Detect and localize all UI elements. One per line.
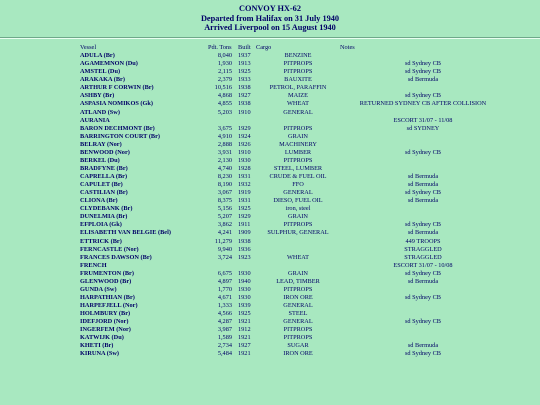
cell-cargo: STEEL bbox=[288, 310, 308, 318]
cell-vessel: ASPASIA NOMIKOS (Gk) bbox=[80, 100, 154, 108]
cell-built: 1910 bbox=[238, 148, 251, 156]
table-row bbox=[80, 84, 506, 92]
cell-vessel: IDEFJORD (Nor) bbox=[80, 318, 129, 326]
cell-flag bbox=[180, 109, 208, 117]
cell-cargo: GRAIN bbox=[288, 269, 308, 277]
cell-cargo: SULPHUR, GENERAL bbox=[267, 229, 329, 237]
cell-tons: 6,675 bbox=[217, 269, 232, 277]
cell-tons: 3,675 bbox=[217, 124, 232, 132]
cell-built: 1931 bbox=[238, 173, 251, 180]
cell-tons: 8,230 bbox=[217, 173, 232, 180]
cell-vessel: ETTRICK (Br) bbox=[80, 237, 122, 245]
cell-tons: 8,375 bbox=[217, 197, 232, 205]
cell-built: 1913 bbox=[238, 60, 251, 68]
cell-built: 1925 bbox=[238, 68, 251, 76]
cell-cargo: PITPROPS bbox=[283, 60, 313, 68]
cell-built: 1938 bbox=[238, 100, 251, 108]
cell-tons: 5,156 bbox=[217, 205, 232, 213]
table-row bbox=[80, 60, 506, 68]
cell-flag bbox=[180, 254, 208, 262]
cell-notes: sd Bermuda bbox=[407, 76, 439, 84]
cell-cargo: GRAIN bbox=[288, 132, 308, 140]
cell-built: 1927 bbox=[238, 92, 251, 100]
table-row bbox=[80, 294, 506, 302]
cell-vessel: BERKEL (Du) bbox=[80, 156, 120, 164]
cell-cargo: BAUXITE bbox=[284, 76, 312, 84]
cell-vessel: FERNCASTLE (Nor) bbox=[80, 245, 139, 253]
cell-vessel: FRANCES DAWSON (Br) bbox=[80, 253, 152, 261]
cell-built: 1925 bbox=[238, 310, 251, 318]
cell-tons: 4,868 bbox=[217, 92, 232, 100]
cell-notes bbox=[340, 326, 506, 334]
cell-built: 1927 bbox=[238, 342, 251, 350]
cell-notes bbox=[340, 52, 506, 60]
cell-flag bbox=[180, 92, 208, 100]
cell-tons: 4,910 bbox=[217, 132, 232, 140]
cell-tons: 2,115 bbox=[218, 68, 232, 76]
table-row bbox=[80, 117, 506, 125]
cell-vessel: GLENWOOD (Br) bbox=[80, 277, 132, 285]
cell-vessel: HARPATHIAN (Br) bbox=[80, 293, 135, 301]
cell-notes: ESCORT 31/07 - 10/08 bbox=[393, 261, 453, 269]
departed-line: Departed from Halifax on 31 July 1940 bbox=[200, 13, 340, 23]
table-header-row bbox=[80, 44, 506, 52]
cell-flag bbox=[180, 294, 208, 302]
table-row bbox=[80, 165, 506, 173]
cell-tons bbox=[208, 117, 238, 125]
cell-built: 1925 bbox=[238, 205, 251, 213]
cell-vessel: BARON DECHMONT (Br) bbox=[80, 124, 155, 132]
table-row bbox=[80, 342, 506, 350]
cell-notes: sd Sydney CB bbox=[404, 92, 442, 100]
cell-notes: sd Bermuda bbox=[407, 342, 439, 350]
cell-built: 1932 bbox=[238, 181, 251, 189]
cell-cargo: PITPROPS bbox=[283, 326, 313, 334]
cell-notes: sd Bermuda bbox=[407, 229, 439, 237]
cell-tons: 3,931 bbox=[217, 148, 232, 156]
cell-tons: 1,333 bbox=[217, 302, 232, 309]
cell-vessel: ADULA (Br) bbox=[80, 52, 115, 60]
cell-vessel: AGAMEMNON (Du) bbox=[80, 60, 138, 68]
cell-cargo: FFO bbox=[292, 181, 304, 189]
cell-cargo: WHEAT bbox=[286, 100, 310, 108]
cell-flag bbox=[180, 318, 208, 326]
table-row bbox=[80, 270, 506, 278]
cell-notes: sd Bermuda bbox=[407, 277, 439, 285]
cell-notes: sd Sydney CB bbox=[404, 221, 442, 229]
cell-notes: sd Bermuda bbox=[407, 197, 439, 205]
table-row bbox=[80, 246, 506, 254]
cell-tons bbox=[208, 262, 238, 270]
table-row bbox=[80, 125, 506, 133]
cell-flag bbox=[180, 141, 208, 149]
cell-notes: sd Sydney CB bbox=[404, 293, 442, 301]
cell-flag bbox=[180, 326, 208, 334]
cell-tons: 4,671 bbox=[217, 293, 232, 301]
cell-tons: 10,516 bbox=[214, 84, 232, 92]
table-row bbox=[80, 197, 506, 205]
cell-notes: sd Sydney CB bbox=[404, 68, 442, 76]
cell-vessel: KATWIJK (Du) bbox=[80, 334, 124, 342]
header-notes: Notes bbox=[340, 44, 355, 51]
cell-vessel: KHETI (Br) bbox=[80, 342, 114, 350]
cell-vessel: GUNDA (Sw) bbox=[80, 285, 117, 293]
cell-built: 1929 bbox=[238, 213, 251, 221]
cell-notes: STRAGGLED bbox=[404, 253, 442, 261]
table-row bbox=[80, 238, 506, 246]
cell-vessel: HOLMBURY (Br) bbox=[80, 310, 131, 318]
cell-tons: 3,724 bbox=[217, 253, 232, 261]
cell-flag bbox=[180, 205, 208, 213]
table-row bbox=[80, 76, 506, 84]
table-row bbox=[80, 229, 506, 237]
cell-flag bbox=[180, 350, 208, 358]
cell-cargo: PITPROPS bbox=[283, 156, 313, 164]
table-row bbox=[80, 205, 506, 213]
cell-flag bbox=[180, 157, 208, 165]
cell-flag bbox=[180, 173, 208, 181]
cell-notes bbox=[340, 310, 506, 318]
cell-cargo: SUGAR bbox=[287, 342, 309, 350]
cell-built: 1930 bbox=[238, 285, 251, 293]
cell-built: 1911 bbox=[238, 221, 251, 229]
table-row bbox=[80, 286, 506, 294]
table-row bbox=[80, 262, 506, 270]
cell-notes bbox=[340, 133, 506, 141]
header-divider bbox=[0, 37, 540, 39]
cell-tons: 1,589 bbox=[217, 334, 232, 342]
cell-built: 1936 bbox=[238, 245, 251, 253]
cell-tons: 3,987 bbox=[217, 326, 232, 334]
cell-built: 1924 bbox=[238, 132, 251, 140]
cell-notes: sd Bermuda bbox=[407, 173, 439, 180]
cell-tons: 4,566 bbox=[217, 310, 232, 318]
cell-cargo: PETROL, PARAFFIN bbox=[269, 84, 327, 92]
table-row bbox=[80, 254, 506, 262]
cell-notes: RETURNED SYDNEY CB AFTER COLLISION bbox=[359, 100, 487, 108]
cell-flag bbox=[180, 302, 208, 310]
cell-flag bbox=[180, 197, 208, 205]
cell-notes: sd Sydney CB bbox=[404, 60, 442, 68]
header-tons: Pdt. Tons bbox=[208, 44, 232, 51]
table-row bbox=[80, 173, 506, 181]
cell-flag bbox=[180, 270, 208, 278]
cell-notes: sd Sydney CB bbox=[404, 318, 442, 326]
table-row bbox=[80, 92, 506, 100]
cell-built: 1940 bbox=[238, 277, 251, 285]
cell-tons: 2,734 bbox=[217, 342, 232, 350]
cell-cargo: STEEL, LUMBER bbox=[273, 164, 323, 172]
cell-flag bbox=[180, 165, 208, 173]
cell-cargo: LEAD, TIMBER bbox=[276, 277, 320, 285]
table-row bbox=[80, 189, 506, 197]
cell-vessel: ARAKAKA (Br) bbox=[80, 76, 125, 84]
cell-built: 1930 bbox=[238, 156, 251, 164]
cell-built: 1930 bbox=[238, 269, 251, 277]
cell-vessel: ELISABETH VAN BELGIE (Bel) bbox=[80, 229, 171, 237]
cell-cargo: GRAIN bbox=[288, 213, 308, 221]
cell-flag bbox=[180, 213, 208, 221]
cell-notes bbox=[340, 109, 506, 117]
table-row bbox=[80, 350, 506, 358]
cell-tons: 3,067 bbox=[217, 189, 232, 197]
cell-vessel: BENWOOD (Nor) bbox=[80, 148, 130, 156]
table-row bbox=[80, 133, 506, 141]
cell-vessel: CAPULET (Br) bbox=[80, 181, 123, 189]
cell-tons: 2,130 bbox=[217, 156, 232, 164]
cell-flag bbox=[180, 286, 208, 294]
cell-tons: 2,888 bbox=[217, 140, 232, 148]
cell-flag bbox=[180, 342, 208, 350]
arrived-line: Arrived Liverpool on 15 August 1940 bbox=[204, 23, 336, 33]
cell-built: 1921 bbox=[238, 334, 251, 342]
cell-built: 1921 bbox=[238, 350, 251, 358]
cell-flag bbox=[180, 149, 208, 157]
cell-built: 1910 bbox=[238, 108, 251, 116]
cell-cargo: IRON ORE bbox=[283, 293, 313, 301]
cell-vessel: EFPLOIA (Gk) bbox=[80, 221, 122, 229]
cell-notes bbox=[340, 165, 506, 173]
cell-built: 1909 bbox=[238, 229, 251, 237]
cell-cargo: MACHINERY bbox=[279, 140, 317, 148]
cell-flag bbox=[180, 238, 208, 246]
cell-vessel: BELRAY (Nor) bbox=[80, 140, 122, 148]
table-row bbox=[80, 213, 506, 221]
cell-vessel: HARPEFJELL (Nor) bbox=[80, 302, 138, 309]
cell-notes: sd Sydney CB bbox=[404, 148, 442, 156]
cell-vessel: ASHBY (Br) bbox=[80, 92, 115, 100]
cell-tons: 4,855 bbox=[217, 100, 232, 108]
cell-tons: 2,379 bbox=[217, 76, 232, 84]
cell-notes: 449 TROOPS bbox=[405, 237, 441, 245]
cell-flag bbox=[180, 262, 208, 270]
cell-built: 1933 bbox=[238, 76, 251, 84]
cell-cargo bbox=[256, 246, 340, 254]
cell-flag bbox=[180, 76, 208, 84]
cell-notes: sd Sydney CB bbox=[404, 269, 442, 277]
cell-cargo: iron, steel bbox=[285, 205, 311, 213]
cell-built bbox=[238, 117, 256, 125]
table-row bbox=[80, 52, 506, 60]
cell-cargo: GENERAL bbox=[283, 189, 313, 197]
header-cargo: Cargo bbox=[256, 44, 272, 51]
cell-flag bbox=[180, 133, 208, 141]
convoy-title: CONVOY HX-62 bbox=[239, 4, 301, 13]
table-row bbox=[80, 141, 506, 149]
cell-notes: sd Bermuda bbox=[407, 181, 439, 189]
cell-cargo: LUMBER bbox=[284, 148, 312, 156]
cell-tons: 8,040 bbox=[217, 52, 232, 60]
cell-notes: ESCORT 31/07 - 11/08 bbox=[393, 116, 453, 124]
cell-tons: 3,862 bbox=[217, 221, 232, 229]
cell-cargo bbox=[256, 117, 340, 125]
cell-vessel: INGERFEM (Nor) bbox=[80, 326, 131, 334]
cell-built: 1930 bbox=[238, 293, 251, 301]
cell-built: 1931 bbox=[238, 197, 251, 205]
cell-cargo: MAIZE bbox=[288, 92, 308, 100]
cell-built: 1938 bbox=[238, 84, 251, 92]
cell-vessel: FRUMENTON (Br) bbox=[80, 269, 134, 277]
cell-vessel: DUNELMIA (Br) bbox=[80, 213, 128, 221]
table-row bbox=[80, 68, 506, 76]
cell-tons: 4,287 bbox=[217, 318, 232, 326]
table-row bbox=[80, 302, 506, 310]
table-row bbox=[80, 109, 506, 117]
cell-cargo: PITPROPS bbox=[283, 68, 313, 76]
cell-flag bbox=[180, 125, 208, 133]
table-row bbox=[80, 149, 506, 157]
cell-flag bbox=[180, 246, 208, 254]
cell-notes bbox=[340, 84, 506, 92]
cell-notes: STRAGGLED bbox=[404, 245, 442, 253]
cell-tons: 4,897 bbox=[217, 277, 232, 285]
cell-cargo: PITPROPS bbox=[283, 334, 313, 342]
cell-flag bbox=[180, 181, 208, 189]
cell-tons: 4,740 bbox=[217, 164, 232, 172]
cell-tons: 5,203 bbox=[217, 108, 232, 116]
cell-vessel: BRADFYNE (Br) bbox=[80, 164, 128, 172]
cell-built: 1923 bbox=[238, 253, 251, 261]
cell-cargo bbox=[256, 238, 340, 246]
header-built: Built bbox=[238, 44, 251, 51]
table-row bbox=[80, 181, 506, 189]
cell-flag bbox=[180, 189, 208, 197]
cell-built: 1929 bbox=[238, 124, 251, 132]
cell-built: 1926 bbox=[238, 140, 251, 148]
table-body bbox=[80, 52, 506, 358]
cell-vessel: ATLAND (Sw) bbox=[80, 108, 120, 116]
cell-notes: sd SYDNEY bbox=[406, 124, 440, 132]
cell-cargo: GENERAL bbox=[283, 318, 313, 326]
cell-cargo: PITPROPS bbox=[283, 221, 313, 229]
header-vessel: Vessel bbox=[80, 44, 97, 51]
cell-built: 1928 bbox=[238, 164, 251, 172]
table-row bbox=[80, 221, 506, 229]
cell-cargo: GENERAL bbox=[283, 302, 313, 309]
table-row bbox=[80, 326, 506, 334]
cell-flag bbox=[180, 100, 208, 108]
cell-tons: 1,930 bbox=[217, 60, 232, 68]
cell-vessel: CLYDEBANK (Br) bbox=[80, 205, 133, 213]
cell-built: 1938 bbox=[238, 237, 251, 245]
cell-flag bbox=[180, 310, 208, 318]
cell-flag bbox=[180, 229, 208, 237]
cell-vessel: FRENCH bbox=[80, 261, 107, 269]
cell-tons: 5,484 bbox=[217, 350, 232, 358]
cell-cargo bbox=[256, 262, 340, 270]
table-row bbox=[80, 334, 506, 342]
table-row bbox=[80, 157, 506, 165]
cell-notes bbox=[340, 141, 506, 149]
cell-vessel: CAPRELLA (Br) bbox=[80, 173, 128, 180]
cell-cargo: IRON ORE bbox=[283, 350, 313, 358]
cell-cargo: PITPROPS bbox=[283, 124, 313, 132]
cell-notes: sd Sydney CB bbox=[404, 350, 442, 358]
cell-built: 1937 bbox=[238, 52, 251, 60]
cell-built: 1921 bbox=[238, 318, 251, 326]
cell-notes: sd Sydney CB bbox=[404, 189, 442, 197]
cell-vessel: AMSTEL (Du) bbox=[80, 68, 121, 76]
cell-flag bbox=[180, 84, 208, 92]
cell-notes bbox=[340, 205, 506, 213]
table-row bbox=[80, 318, 506, 326]
cell-tons: 8,190 bbox=[217, 181, 232, 189]
cell-flag bbox=[180, 60, 208, 68]
cell-notes bbox=[340, 213, 506, 221]
cell-flag bbox=[180, 68, 208, 76]
convoy-table bbox=[80, 44, 506, 358]
cell-notes bbox=[340, 286, 506, 294]
cell-tons: 5,207 bbox=[217, 213, 232, 221]
cell-vessel: CASTILIAN (Br) bbox=[80, 189, 128, 197]
cell-vessel: BARRINGTON COURT (Br) bbox=[80, 132, 161, 140]
cell-cargo: BENZINE bbox=[284, 52, 312, 60]
cell-cargo: CRUDE & FUEL OIL bbox=[269, 173, 327, 180]
cell-built: 1912 bbox=[238, 326, 251, 334]
header-flag bbox=[180, 44, 208, 52]
cell-cargo: PITPROPS bbox=[283, 285, 313, 293]
cell-tons: 4,241 bbox=[217, 229, 232, 237]
cell-built: 1919 bbox=[238, 189, 251, 197]
cell-cargo: WHEAT bbox=[286, 253, 310, 261]
cell-tons: 9,940 bbox=[217, 245, 232, 253]
cell-flag bbox=[180, 278, 208, 286]
cell-vessel: ARTHUR F CORWIN (Br) bbox=[80, 84, 154, 92]
cell-vessel: CLIONA (Br) bbox=[80, 197, 118, 205]
cell-tons: 1,770 bbox=[217, 285, 232, 293]
cell-built bbox=[238, 262, 256, 270]
cell-built: 1939 bbox=[238, 302, 251, 309]
cell-flag bbox=[180, 52, 208, 60]
cell-notes bbox=[340, 157, 506, 165]
cell-flag bbox=[180, 117, 208, 125]
table-row bbox=[80, 310, 506, 318]
table-row bbox=[80, 278, 506, 286]
table-row bbox=[80, 100, 506, 108]
page-header bbox=[0, 0, 540, 33]
cell-flag bbox=[180, 334, 208, 342]
cell-cargo: GENERAL bbox=[283, 108, 313, 116]
cell-notes bbox=[340, 334, 506, 342]
cell-notes bbox=[340, 302, 506, 310]
cell-flag bbox=[180, 221, 208, 229]
cell-vessel: AURANIA bbox=[80, 116, 110, 124]
cell-cargo: DIESO, FUEL OIL bbox=[273, 197, 323, 205]
cell-vessel: KIRUNA (Sw) bbox=[80, 350, 120, 358]
cell-tons: 11,279 bbox=[214, 237, 232, 245]
